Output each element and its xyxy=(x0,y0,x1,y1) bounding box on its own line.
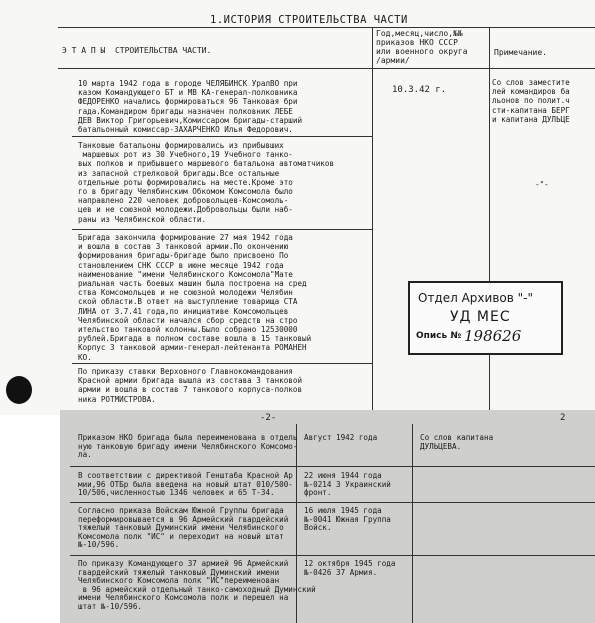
row-divider xyxy=(72,136,372,137)
page-number-right: 2 xyxy=(560,413,566,423)
page-title: 1.ИСТОРИЯ СТРОИТЕЛЬСТВА ЧАСТИ xyxy=(210,14,408,26)
row-divider xyxy=(70,555,595,556)
row-date: 10.3.42 г. xyxy=(392,85,447,95)
header-stages: Э Т А П Ы СТРОИТЕЛЬСТВА ЧАСТИ. xyxy=(62,46,212,55)
row-text: В соответствии с директивой Генштаба Красной Ар мии,96 ОТБр была введена на новый штат 010/500- 10/506,численностью 1346 человек и 65 Т-34. xyxy=(78,471,293,498)
archive-stamp xyxy=(408,281,563,355)
header-top-rule xyxy=(58,27,595,28)
column-divider-date xyxy=(372,27,373,410)
row-divider xyxy=(72,229,372,230)
document-lower-sheet xyxy=(60,410,595,623)
row-date: 22 июня 1944 года №-0214 3 Украинский фронт. xyxy=(304,471,391,498)
row-text: Бригада закончила формирование 27 мая 1942 года и вошла в состав 3 танковой армии.По окончению формирования бригады-бригаде было присвоено По становлением СНК СССР в июне месяце 1942 года наименование "имени Челябинского Комсомола"Мате риальная часть боевых машин была построена на сред ства Комсомольцев и не союзной молодежи Челябин ской области.В ответ на выступление товарища СТА ЛИНА от 3.7.41 года,по инициативе Комсомольцев Челябинской области начался сбор средств на стро ительство танковой колонны.Было собрано 12530000 рублей.Бригада в полном составе вошла в 15 танковый Корпус 3 танковой армии-генерал-лейтенанта РОМАНЕН КО. xyxy=(78,233,312,362)
header-bottom-rule xyxy=(58,68,595,69)
header-note-column: Примечание. xyxy=(494,48,547,57)
header-date-column: Год,месяц,число,№№ приказов НКО СССР или военного округа /армии/ xyxy=(376,29,468,65)
row-text: Приказом НКО бригада была переименована в отдель ную танковую бригаду имени Челябинского Комсомо- ла. xyxy=(78,433,298,460)
row-date: Август 1942 года xyxy=(304,433,378,442)
row-date: 12 октября 1945 года №-0426 37 Армия. xyxy=(304,559,396,577)
row-text: 10 марта 1942 года в городе ЧЕЛЯБИНСК УралВО при казом Командующего БТ и МВ КА-генерал-полковника ФЕДОРЕНКО начались формироваться 96 Танковая бри гада.Командиром бригады назначен полковник ЛЕБЕ ДЕВ Виктор Григорьевич,Комиссаром бригады-старший батальонный комиссар-ЗАХАРЧЕНКО Илья Федорович. xyxy=(78,79,303,135)
row-text: Танковые батальоны формировались из прибывших маршевых рот из 30 Учебного,19 Учебного танко- вых полков и прибывшего маршевого батальона автоматчиков из запасной стрелковой бригады.Все остальные отдельные роты формировались на месте.Кроме это го в бригаду Челябинским Обкомом Комсомола было направлено 220 человек добровольцев-Комсомоль- цев и не союзной молодежи.Добровольцы были наб- раны из Челябинской области. xyxy=(78,141,335,224)
row-divider xyxy=(70,466,595,467)
row-note: Со слов заместите лей командиров ба льонов по полит.ч сти-капитана БЕРГ и капитана ДУЛЬЦЕ xyxy=(492,78,570,124)
row-date: 16 июля 1945 года №-0041 Южная Группа Войск. xyxy=(304,506,391,533)
row-divider xyxy=(72,363,372,364)
stamp-line-unit: УД МЕС xyxy=(450,309,511,325)
page-number-left: -2- xyxy=(260,413,277,423)
stamp-inventory-label: Опись № xyxy=(416,331,462,341)
row-text: По приказу ставки Верховного Главнокомандования Красной армии бригада вышла из состава 3 танковой армии и вошла в состав 7 танкового корпуса-полков ника РОТМИСТРОВА. xyxy=(78,367,303,404)
stamp-inventory-number: 198626 xyxy=(464,327,522,345)
row-note: Со слов капитана ДУЛЬЦЕВА. xyxy=(420,433,494,451)
column-divider-note xyxy=(412,424,413,623)
row-divider xyxy=(70,502,595,503)
stamp-line-department: Отдел Архивов "-" xyxy=(418,291,533,305)
row-text: По приказу Командующего 37 армией 96 Армейский гвардейский тяжелый танковый Думинский имени Челябинского Комсомола полк "ИС"переименован в 96 армейский отдельный танко-самоходный Думинский имени Челябинского Комсомола полк и перешел на штат №-10/596. xyxy=(78,559,316,611)
row-note: -"- xyxy=(535,180,549,189)
binder-hole xyxy=(6,376,32,404)
row-text: Согласно приказа Войскам Южной Группы бригада переформировывается в 96 Армейский гвардейский тяжелый танковый Думинский имени Челябинского Комсомола полк "ИС" и переходит на новый штат №-10/596. xyxy=(78,506,289,550)
